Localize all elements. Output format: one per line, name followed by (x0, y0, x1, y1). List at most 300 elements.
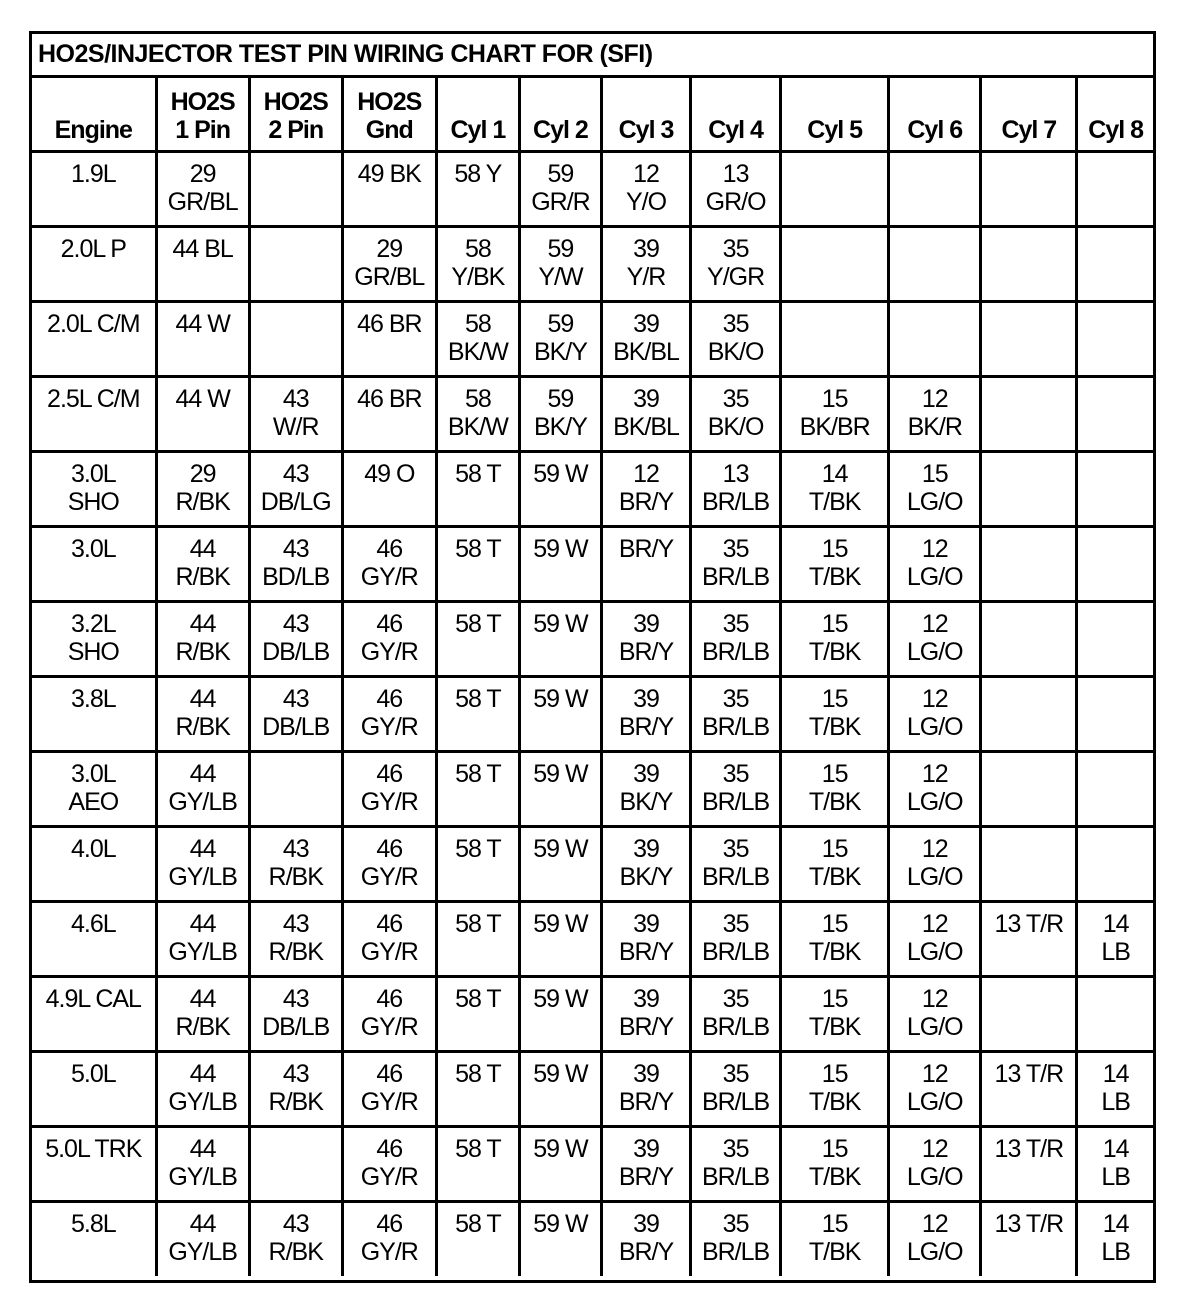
cyl-4-cell (691, 526, 781, 601)
cell-line: 44 (189, 1134, 216, 1163)
ho2s-2-pin-cell (249, 751, 342, 826)
cell-line: GY/R (360, 787, 418, 816)
column-header-cyl-2 (519, 78, 601, 151)
cell-line: GY/R (360, 712, 418, 741)
cyl-5-cell (781, 976, 889, 1051)
cyl-4-cell (691, 601, 781, 676)
cell-line: 59 W (533, 1209, 588, 1238)
column-header-ho2s-2-pin (249, 78, 342, 151)
cyl-5-cell (781, 826, 889, 901)
cell-line: 58 (464, 309, 491, 338)
cyl-8-cell (1077, 901, 1153, 976)
cyl-2-cell (519, 226, 601, 301)
header-line: Engine (54, 115, 132, 144)
cell-line: 39 (633, 834, 659, 863)
cyl-2-cell (519, 676, 601, 751)
cell-line: 46 (376, 1059, 403, 1088)
engine-cell (32, 976, 156, 1051)
ho2s-gnd-cell (342, 751, 436, 826)
header-line: Cyl 4 (708, 115, 763, 144)
ho2s-2-pin-cell (249, 451, 342, 526)
cell-line: BK/Y (619, 787, 673, 816)
cell-line: GY/R (360, 562, 418, 591)
cyl-8-cell (1077, 451, 1153, 526)
cell-line: 35 (722, 309, 749, 338)
engine-cell (32, 151, 156, 226)
cyl-3-cell (601, 751, 690, 826)
ho2s-1-pin-cell (156, 526, 249, 601)
cell-line: GY/R (360, 1237, 418, 1266)
ho2s-1-pin-cell (156, 601, 249, 676)
cyl-1-cell (436, 751, 519, 826)
cell-line: T/BK (808, 937, 861, 966)
cyl-4-cell (691, 376, 781, 451)
cyl-6-cell (889, 376, 981, 451)
cell-line: 43 (282, 834, 309, 863)
cell-line: 43 (282, 384, 309, 413)
cell-line: 5.0L TRK (45, 1134, 142, 1163)
cyl-6-cell (889, 1201, 981, 1276)
cell-line: DB/LB (262, 637, 330, 666)
cyl-1-cell (436, 1051, 519, 1126)
cell-line: 12 (921, 534, 948, 563)
cyl-8-cell (1077, 751, 1153, 826)
cyl-6-cell (889, 1126, 981, 1201)
cyl-6-cell (889, 301, 981, 376)
cell-line: 13 (722, 159, 749, 188)
cell-line: R/BK (175, 562, 230, 591)
cell-line: 2.5L C/M (47, 384, 140, 413)
cell-line: LG/O (906, 712, 963, 741)
cell-line: 13 T/R (994, 909, 1064, 938)
cyl-7-cell (981, 976, 1077, 1051)
cell-line: BR/Y (618, 487, 674, 516)
cyl-7-cell (981, 901, 1077, 976)
cell-line: BK/O (707, 337, 764, 366)
cell-line: R/BK (268, 1087, 323, 1116)
header-line: HO2S (357, 87, 422, 116)
ho2s-2-pin-cell (249, 676, 342, 751)
cell-line: 15 (821, 984, 848, 1013)
cell-line: LB (1101, 1087, 1130, 1116)
wiring-chart (29, 31, 1156, 1283)
cell-line: 58 T (455, 684, 501, 713)
cell-line: GY/R (360, 1012, 418, 1041)
table-row (32, 151, 1153, 226)
engine-cell (32, 1126, 156, 1201)
cell-line: BR/LB (701, 637, 770, 666)
cyl-4-cell (691, 301, 781, 376)
table-row (32, 1051, 1153, 1126)
cyl-5-cell (781, 1051, 889, 1126)
cyl-7-cell (981, 151, 1077, 226)
cyl-6-cell (889, 901, 981, 976)
cyl-7-cell (981, 1051, 1077, 1126)
cyl-1-cell (436, 301, 519, 376)
cyl-2-cell (519, 1051, 601, 1126)
cyl-6-cell (889, 751, 981, 826)
ho2s-gnd-cell (342, 1126, 436, 1201)
cyl-8-cell (1077, 1051, 1153, 1126)
cyl-5-cell (781, 301, 889, 376)
cell-line: 49 BK (357, 159, 421, 188)
table-row (32, 751, 1153, 826)
cell-line: 58 T (455, 984, 501, 1013)
cell-line: BR/Y (618, 637, 674, 666)
cell-line: BR/LB (701, 1087, 770, 1116)
cyl-8-cell (1077, 526, 1153, 601)
engine-cell (32, 1051, 156, 1126)
column-header-ho2s-1-pin (156, 78, 249, 151)
cell-line: T/BK (808, 862, 861, 891)
cell-line: 12 (633, 159, 659, 188)
header-line: HO2S (170, 87, 235, 116)
cyl-7-cell (981, 1126, 1077, 1201)
cell-line: LG/O (906, 1237, 963, 1266)
cell-line: 46 BR (357, 309, 422, 338)
ho2s-2-pin-cell (249, 901, 342, 976)
cell-line: Y/O (625, 187, 667, 216)
cell-line: 58 T (455, 609, 501, 638)
ho2s-gnd-cell (342, 301, 436, 376)
cell-line: 29 (189, 159, 216, 188)
cell-line: BR/Y (618, 1012, 674, 1041)
engine-cell (32, 826, 156, 901)
cell-line: 44 BL (172, 234, 233, 263)
cell-line: Y/R (626, 262, 666, 291)
cell-line: 12 (921, 834, 948, 863)
cell-line: 58 T (455, 834, 501, 863)
cell-line: 12 (921, 759, 948, 788)
cell-line: 44 (189, 609, 216, 638)
cyl-1-cell (436, 901, 519, 976)
cell-line: Y/GR (707, 262, 765, 291)
cyl-3-cell (601, 1126, 690, 1201)
table-row (32, 1126, 1153, 1201)
cell-line: 3.2L (70, 609, 116, 638)
cell-line: 59 W (533, 984, 588, 1013)
cell-line: 58 T (455, 909, 501, 938)
cell-line: T/BK (808, 1087, 861, 1116)
cyl-3-cell (601, 901, 690, 976)
cell-line: 58 T (455, 759, 501, 788)
cyl-8-cell (1077, 1126, 1153, 1201)
cell-line: 58 T (455, 459, 501, 488)
cell-line: 58 T (455, 1134, 501, 1163)
cyl-8-cell (1077, 826, 1153, 901)
cell-line: T/BK (808, 787, 861, 816)
cell-line: BR/LB (701, 1237, 770, 1266)
cyl-7-cell (981, 451, 1077, 526)
cell-line: 39 (633, 909, 659, 938)
cyl-6-cell (889, 226, 981, 301)
cell-line: T/BK (808, 1237, 861, 1266)
cyl-5-cell (781, 1126, 889, 1201)
cell-line: 12 (921, 1134, 948, 1163)
cell-line: 4.0L (70, 834, 116, 863)
cell-line: 59 W (533, 534, 588, 563)
cell-line: R/BK (268, 1237, 323, 1266)
column-header-cyl-5 (781, 78, 889, 151)
cyl-6-cell (889, 451, 981, 526)
column-header-cyl-1 (436, 78, 519, 151)
cell-line: 59 W (533, 684, 588, 713)
cell-line: 58 (464, 384, 491, 413)
cyl-7-cell (981, 676, 1077, 751)
engine-cell (32, 451, 156, 526)
cell-line: 49 O (364, 459, 415, 488)
header-line: Gnd (365, 115, 413, 144)
cell-line: 59 (547, 384, 574, 413)
cell-line: 43 (282, 609, 309, 638)
cyl-3-cell (601, 526, 690, 601)
cell-line: 15 (821, 534, 848, 563)
cell-line: T/BK (808, 1012, 861, 1041)
cell-line: BR/LB (701, 862, 770, 891)
cyl-4-cell (691, 826, 781, 901)
cyl-6-cell (889, 826, 981, 901)
ho2s-2-pin-cell (249, 1126, 342, 1201)
cyl-2-cell (519, 151, 601, 226)
cell-line: 39 (633, 309, 659, 338)
ho2s-gnd-cell (342, 226, 436, 301)
cell-line: 46 (376, 1209, 403, 1238)
cell-line: GY/R (360, 637, 418, 666)
cell-line: BR/Y (618, 1087, 674, 1116)
cell-line: 5.8L (70, 1209, 116, 1238)
cell-line: GY/R (360, 937, 418, 966)
cell-line: LG/O (906, 787, 963, 816)
cell-line: 46 (376, 834, 403, 863)
cell-line: 35 (722, 759, 749, 788)
cell-line: DB/LB (262, 712, 330, 741)
cell-line: BR/LB (701, 562, 770, 591)
cell-line: 4.9L CAL (45, 984, 141, 1013)
cell-line: 39 (633, 759, 659, 788)
cell-line: 35 (722, 1134, 749, 1163)
cyl-4-cell (691, 1051, 781, 1126)
cell-line: R/BK (268, 862, 323, 891)
ho2s-gnd-cell (342, 826, 436, 901)
cell-line: 4.6L (70, 909, 116, 938)
ho2s-2-pin-cell (249, 151, 342, 226)
cell-line: 15 (821, 834, 848, 863)
cell-line: 15 (821, 909, 848, 938)
cell-line: BK/BR (799, 412, 870, 441)
cyl-2-cell (519, 901, 601, 976)
cyl-6-cell (889, 1051, 981, 1126)
ho2s-2-pin-cell (249, 376, 342, 451)
cell-line: BK/O (707, 412, 764, 441)
cyl-8-cell (1077, 301, 1153, 376)
cell-line: 12 (921, 684, 948, 713)
cyl-7-cell (981, 526, 1077, 601)
cell-line: BR/LB (701, 712, 770, 741)
cyl-7-cell (981, 826, 1077, 901)
cyl-3-cell (601, 226, 690, 301)
cell-line: GR/O (705, 187, 766, 216)
cell-line: DB/LB (262, 1012, 330, 1041)
cyl-2-cell (519, 976, 601, 1051)
cell-line: R/BK (175, 1012, 230, 1041)
engine-cell (32, 1201, 156, 1276)
cell-line: 46 (376, 609, 403, 638)
engine-cell (32, 676, 156, 751)
engine-cell (32, 901, 156, 976)
cell-line: R/BK (175, 487, 230, 516)
cell-line: 44 (189, 909, 216, 938)
cyl-3-cell (601, 826, 690, 901)
cyl-4-cell (691, 751, 781, 826)
cell-line: 44 W (175, 384, 230, 413)
header-line: Cyl 2 (533, 115, 588, 144)
cell-line: 14 (1102, 1059, 1129, 1088)
cell-line: 35 (722, 834, 749, 863)
cell-line: BR/Y (618, 1162, 674, 1191)
cell-line: 3.8L (70, 684, 116, 713)
ho2s-1-pin-cell (156, 676, 249, 751)
cell-line: GY/LB (168, 1162, 237, 1191)
cell-line: 46 (376, 984, 403, 1013)
cell-line: 13 T/R (994, 1134, 1064, 1163)
cyl-5-cell (781, 226, 889, 301)
ho2s-1-pin-cell (156, 1201, 249, 1276)
cell-line: 35 (722, 684, 749, 713)
cyl-3-cell (601, 1051, 690, 1126)
cyl-2-cell (519, 751, 601, 826)
cell-line: BK/BL (613, 412, 679, 441)
engine-cell (32, 301, 156, 376)
cell-line: 44 (189, 984, 216, 1013)
cell-line: R/BK (268, 937, 323, 966)
cell-line: 43 (282, 684, 309, 713)
cell-line: GY/R (360, 1162, 418, 1191)
cell-line: 44 (189, 1209, 216, 1238)
cell-line: 39 (633, 234, 659, 263)
ho2s-gnd-cell (342, 976, 436, 1051)
table-row (32, 451, 1153, 526)
cell-line: LB (1101, 1237, 1130, 1266)
cell-line: LG/O (906, 637, 963, 666)
cell-line: 3.0L (70, 534, 116, 563)
table-row (32, 1201, 1153, 1276)
header-row (32, 78, 1153, 151)
cell-line: 3.0L (70, 759, 116, 788)
cell-line: 44 (189, 1059, 216, 1088)
cell-line: 12 (921, 384, 948, 413)
header-line: Cyl 3 (618, 115, 674, 144)
cell-line: 13 (722, 459, 749, 488)
table-row (32, 976, 1153, 1051)
cyl-6-cell (889, 676, 981, 751)
engine-cell (32, 526, 156, 601)
cell-line: BR/LB (701, 487, 770, 516)
cell-line: BR/LB (701, 787, 770, 816)
table-row (32, 826, 1153, 901)
cell-line: 59 W (533, 459, 588, 488)
cell-line: SHO (67, 487, 119, 516)
cell-line: 39 (633, 1134, 659, 1163)
header-line: 1 Pin (175, 115, 231, 144)
column-header-cyl-8 (1077, 78, 1153, 151)
cell-line: BK/Y (533, 412, 587, 441)
cell-line: 59 (547, 159, 574, 188)
cell-line: 43 (282, 1209, 309, 1238)
cyl-4-cell (691, 676, 781, 751)
cell-line: 1.9L (70, 159, 116, 188)
cell-line: LG/O (906, 1012, 963, 1041)
cell-line: 29 (189, 459, 216, 488)
ho2s-2-pin-cell (249, 1201, 342, 1276)
cyl-1-cell (436, 451, 519, 526)
cell-line: T/BK (808, 1162, 861, 1191)
cell-line: 35 (722, 984, 749, 1013)
cell-line: BK/Y (533, 337, 587, 366)
cell-line: 58 (464, 234, 491, 263)
cyl-8-cell (1077, 226, 1153, 301)
ho2s-1-pin-cell (156, 151, 249, 226)
cyl-5-cell (781, 676, 889, 751)
ho2s-1-pin-cell (156, 1126, 249, 1201)
engine-cell (32, 376, 156, 451)
ho2s-2-pin-cell (249, 301, 342, 376)
cyl-4-cell (691, 226, 781, 301)
header-line: Cyl 7 (1001, 115, 1057, 144)
cell-line: 35 (722, 1059, 749, 1088)
cyl-3-cell (601, 301, 690, 376)
cell-line: 39 (633, 384, 659, 413)
cell-line: 39 (633, 1059, 659, 1088)
cell-line: 43 (282, 909, 309, 938)
ho2s-gnd-cell (342, 676, 436, 751)
ho2s-2-pin-cell (249, 976, 342, 1051)
cell-line: 46 BR (357, 384, 422, 413)
cyl-1-cell (436, 526, 519, 601)
header-line: Cyl 6 (907, 115, 963, 144)
cell-line: 15 (821, 759, 848, 788)
cell-line: BR/Y (618, 1237, 674, 1266)
cell-line: 12 (633, 459, 659, 488)
cyl-7-cell (981, 226, 1077, 301)
cell-line: 5.0L (70, 1059, 116, 1088)
table-row (32, 901, 1153, 976)
cell-line: LG/O (906, 937, 963, 966)
cell-line: 59 W (533, 1059, 588, 1088)
cell-line: 44 (189, 534, 216, 563)
cyl-5-cell (781, 751, 889, 826)
cell-line: 59 W (533, 909, 588, 938)
cyl-1-cell (436, 601, 519, 676)
header-line: 2 Pin (268, 115, 324, 144)
wiring-table (32, 78, 1153, 1276)
column-header-ho2s-gnd (342, 78, 436, 151)
cell-line: BK/BL (613, 337, 679, 366)
cyl-3-cell (601, 976, 690, 1051)
ho2s-1-pin-cell (156, 301, 249, 376)
cyl-3-cell (601, 151, 690, 226)
cell-line: 43 (282, 984, 309, 1013)
ho2s-1-pin-cell (156, 376, 249, 451)
cyl-5-cell (781, 376, 889, 451)
table-row (32, 526, 1153, 601)
ho2s-2-pin-cell (249, 226, 342, 301)
cell-line: GY/R (360, 862, 418, 891)
cell-line: Y/BK (451, 262, 505, 291)
cell-line: 39 (633, 984, 659, 1013)
cyl-2-cell (519, 1126, 601, 1201)
cell-line: GY/R (360, 1087, 418, 1116)
cyl-8-cell (1077, 676, 1153, 751)
